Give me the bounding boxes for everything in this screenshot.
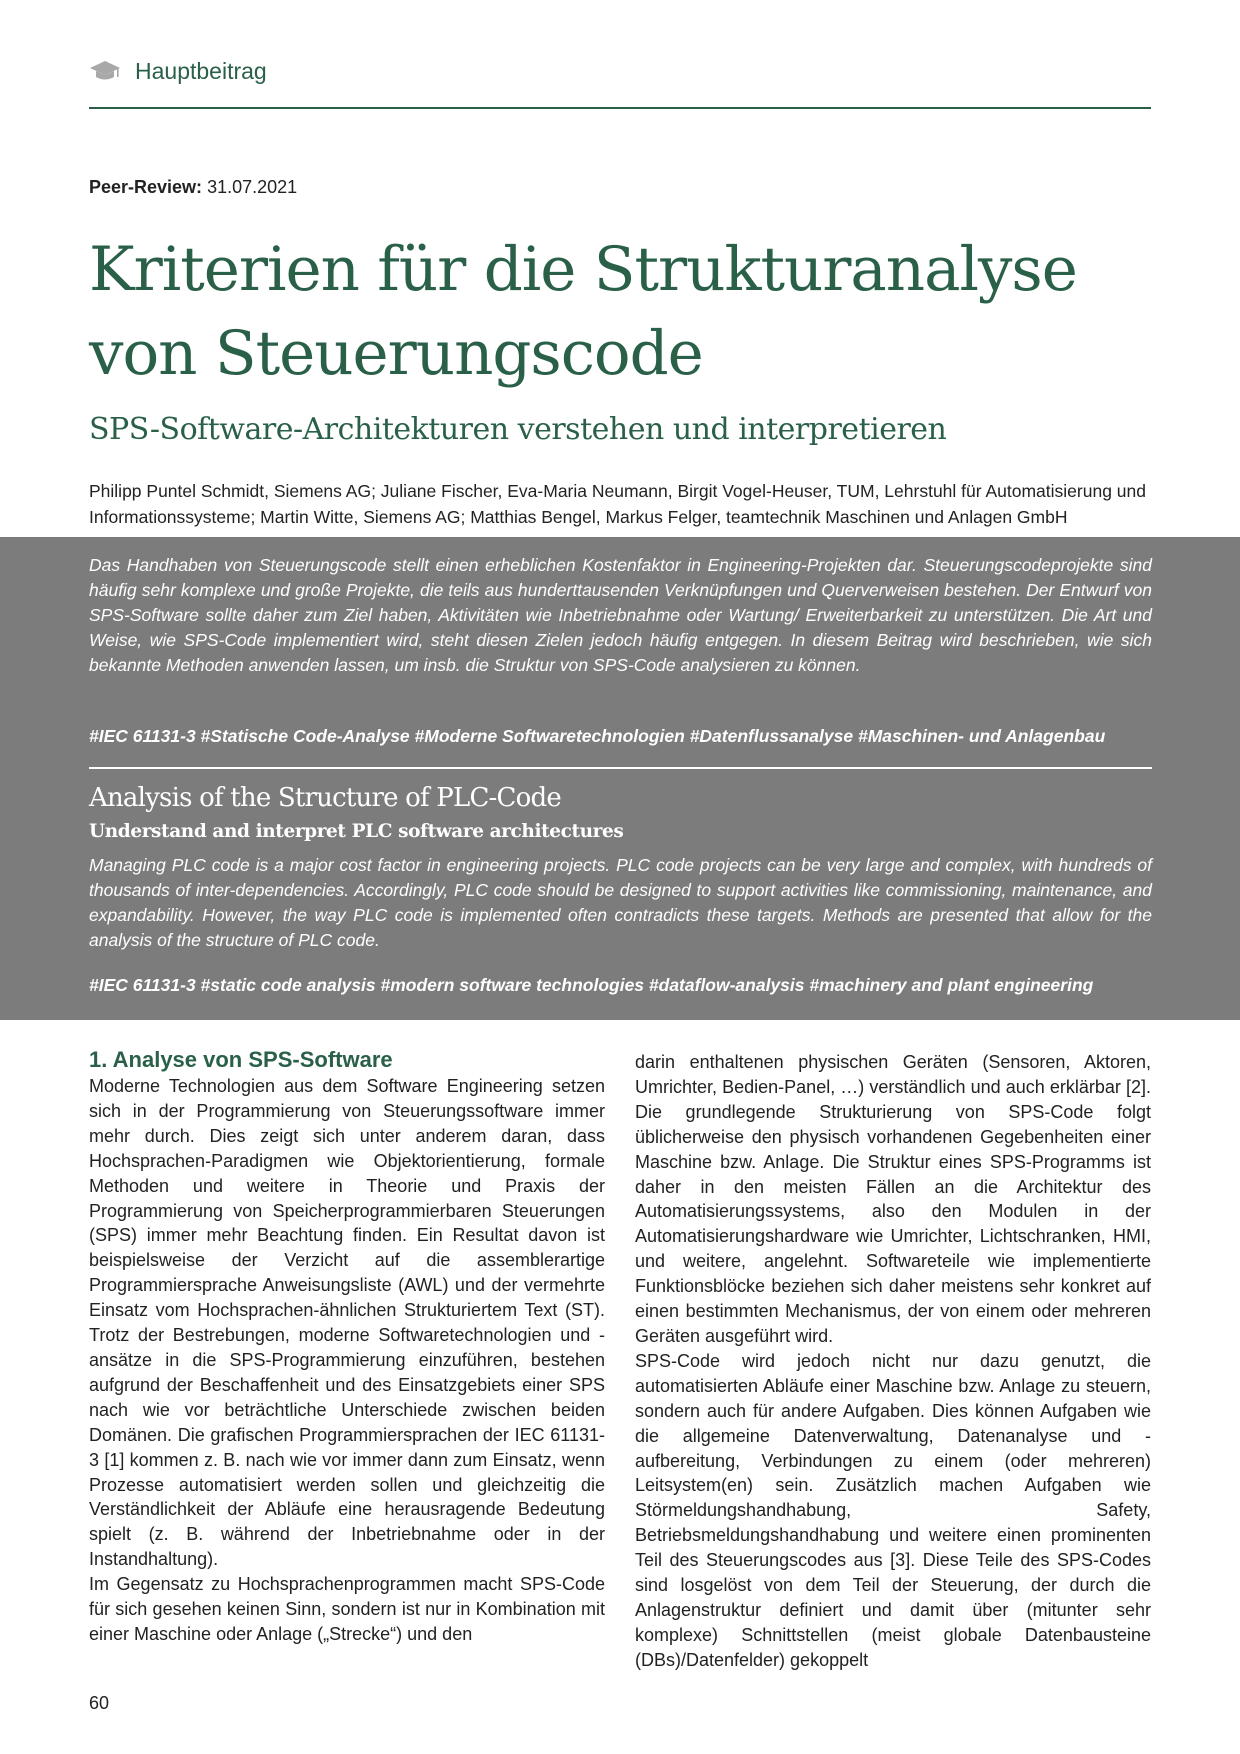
peer-review-date: 31.07.2021: [207, 177, 298, 197]
article-title: [89, 228, 1149, 396]
section-label: Hauptbeitrag: [135, 58, 267, 84]
keywords-english: #IEC 61131-3 #static code analysis #modern software technologies #dataflow-analysis #machinery and plant engineering: [89, 975, 1094, 995]
section-heading: 1. Analyse von SPS-Software: [89, 1047, 393, 1072]
graduation-cap-icon: [89, 60, 121, 82]
body-column-right: [635, 1050, 1151, 1673]
page-number: 60: [89, 1693, 110, 1713]
keywords-german: #IEC 61131-3 #Statische Code-Analyse #Moderne Softwaretechnologien #Datenflussanalyse #Maschinen- und Anlagenbau: [89, 726, 1106, 746]
abstract-english: Managing PLC code is a major cost factor in engineering projects. PLC code projects can be very large and complex, with hundreds of thousands of inter-dependencies. Accordingly, PLC code should be designed to support activities like commissioning, maintenance, and expandability. However, the way PLC code is implemented often contradicts these targets. Methods are presented that allow for the analysis of the structure of PLC code.: [89, 855, 1152, 950]
english-subtitle: Understand and interpret PLC software architectures: [89, 821, 624, 842]
body-paragraph: darin enthaltenen physischen Geräten (Sensoren, Aktoren, Umrichter, Bedien-Panel, …) verständlich und auch erklärbar [2]. Die grundlegende Strukturierung von SPS-Code folgt üblicherweise den physisch vorhandenen Gegebenheiten einer Maschine bzw. Anlage. Die Struktur eines SPS-Programms ist daher in den meisten Fällen an die Architektur des Automatisierungssystems, also den Modulen in der Automatisierungshardware wie Umrichter, Lichtschranken, HMI, und weitere, angelehnt. Softwareteile wie implementierte Funktionsblöcke beziehen sich daher meistens sehr konkret auf einen bestimmten Mechanismus, der von einem oder mehreren Geräten ausgeführt wird.: [635, 1052, 1151, 1346]
peer-review: [89, 177, 297, 198]
abstract-box: [0, 537, 1240, 1020]
abstract-divider: [89, 767, 1152, 769]
body-paragraph: Im Gegensatz zu Hochsprachenprogrammen macht SPS-Code für sich gesehen keinen Sinn, sondern ist nur in Kombination mit einer Maschine oder Anlage („Strecke“) und den: [89, 1574, 605, 1644]
abstract-german: Das Handhaben von Steuerungscode stellt einen erheblichen Kostenfaktor in Engineering-Projekten dar. Steuerungscodeprojekte sind häufig sehr komplexe und große Projekte, die teils aus hunderttausenden Verknüpfungen und Querverweisen bestehen. Der Entwurf von SPS-Software sollte daher zum Ziel haben, Aktivitäten wie Inbetriebnahme oder Wartung/ Erweiterbarkeit zu unterstützen. Die Art und Weise, wie SPS-Code implementiert wird, steht diesen Zielen jedoch häufig entgegen. In diesem Beitrag wird beschrieben, wie sich bekannte Methoden anwenden lassen, um insb. die Struktur von SPS-Code analysieren zu können.: [89, 555, 1152, 675]
article-subtitle: SPS-Software-Architekturen verstehen und interpretieren: [89, 412, 947, 447]
author-list: Philipp Puntel Schmidt, Siemens AG; Juliane Fischer, Eva-Maria Neumann, Birgit Vogel-Heuser, TUM, Lehrstuhl für Automatisierung und Informationssysteme; Martin Witte, Siemens AG; Matthias Bengel, Markus Felger, teamtechnik Maschinen und Anlagen GmbH: [89, 481, 1146, 527]
body-column-left: [89, 1048, 605, 1647]
article-title-line2: von Steuerungscode: [89, 318, 703, 389]
section-header: [89, 54, 1151, 109]
article-title-line1: Kriterien für die Strukturanalyse: [89, 234, 1077, 305]
body-paragraph: Moderne Technologien aus dem Software Engineering setzen sich in der Programmierung von Steuerungssoftware immer mehr durch. Dies zeigt sich unter anderem daran, dass Hochsprachen-Paradigmen wie Objektorientierung, formale Methoden und weitere in Theorie und Praxis der Programmierung von Speicherprogrammierbaren Steuerungen (SPS) immer mehr Beachtung finden. Ein Resultat davon ist beispielsweise der Verzicht auf die assemblerartige Programmiersprache Anweisungsliste (AWL) und der vermehrte Einsatz vom Hochsprachen-ähnlichen Strukturiertem Text (ST). Trotz der Bestrebungen, moderne Softwaretechnologien und -ansätze in die SPS-Programmierung einzuführen, bestehen aufgrund der Beschaffenheit und des Einsatzgebiets einer SPS nach wie vor beträchtliche Unterschiede zwischen beiden Domänen. Die grafischen Programmiersprachen der IEC 61131-3 [1] kommen z. B. nach wie vor immer dann zum Einsatz, wenn Prozesse automatisiert werden sollen und gleichzeitig die Verständlichkeit der Abläufe eine herausragende Bedeutung spielt (z. B. während der Inbetriebnahme oder in der Instandhaltung).: [89, 1076, 605, 1570]
peer-review-label: Peer-Review:: [89, 177, 203, 197]
english-title: Analysis of the Structure of PLC-Code: [89, 783, 561, 813]
body-paragraph: SPS-Code wird jedoch nicht nur dazu genutzt, die automatisierten Abläufe einer Maschine bzw. Anlage zu steuern, sondern auch für andere Aufgaben. Dies können Aufgaben wie die allgemeine Datenverwaltung, Datenanalyse und -aufbereitung, Verbindungen zu einem (oder mehreren) Leitsystem(en) sein. Zusätzlich machen Aufgaben wie Störmeldungshandhabung, Safety, Betriebsmeldungshandhabung und weitere einen prominenten Teil des Steuerungscodes aus [3]. Diese Teile des SPS-Codes sind losgelöst von dem Teil der Steuerung, der durch die Anlagenstruktur definiert und damit über (mitunter sehr komplexe) Schnittstellen (meist globale Datenbausteine (DBs)/Datenfelder) gekoppelt: [635, 1350, 1151, 1670]
